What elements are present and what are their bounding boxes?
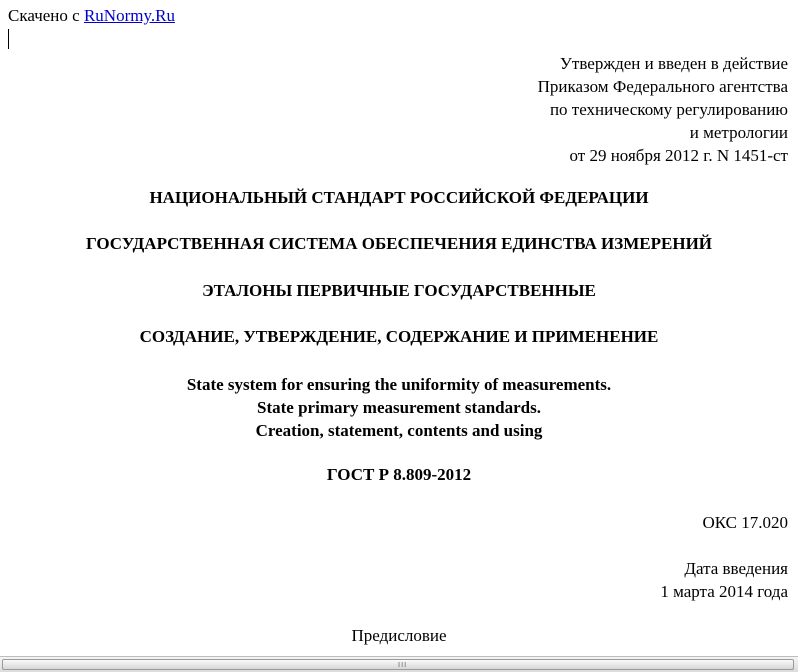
foreword-heading: Предисловие (351, 626, 447, 645)
horizontal-scrollbar[interactable] (0, 656, 798, 672)
approval-line: Приказом Федерального агентства (537, 77, 788, 96)
system-heading: ГОСУДАРСТВЕННАЯ СИСТЕМА ОБЕСПЕЧЕНИЯ ЕДИНСТВА ИЗМЕРЕНИЙ (85, 234, 713, 253)
english-title (0, 373, 798, 442)
subject-heading: СОЗДАНИЕ, УТВЕРЖДЕНИЕ, СОДЕРЖАНИЕ И ПРИМЕНЕНИЕ (139, 327, 659, 346)
introduction-label: Дата введения (684, 559, 788, 578)
introduction-date: 1 марта 2014 года (660, 582, 788, 601)
national-standard-heading: НАЦИОНАЛЬНЫЙ СТАНДАРТ РОССИЙСКОЙ ФЕДЕРАЦИИ (149, 188, 649, 207)
scrollbar-thumb[interactable] (2, 659, 794, 670)
text-cursor (8, 29, 9, 49)
gost-designation: ГОСТ Р 8.809-2012 (326, 465, 472, 484)
english-title-line: State system for ensuring the uniformity of measurements. (186, 375, 612, 394)
source-prefix: Скачено с (8, 6, 84, 25)
approval-line: Утвержден и введен в действие (559, 54, 788, 73)
oks-code: ОКС 17.020 (702, 513, 788, 532)
approval-line: и метрологии (689, 123, 788, 142)
approval-line: от 29 ноября 2012 г. N 1451-ст (569, 146, 788, 165)
approval-line: по техническому регулированию (549, 100, 788, 119)
approval-block (538, 52, 788, 167)
grip-icon: III (398, 661, 408, 669)
runormy-link[interactable]: RuNormy.Ru (83, 6, 175, 25)
english-title-line: Creation, statement, contents and using (255, 421, 543, 440)
english-title-line: State primary measurement standards. (257, 398, 541, 417)
source-line (8, 6, 175, 26)
standards-heading: ЭТАЛОНЫ ПЕРВИЧНЫЕ ГОСУДАРСТВЕННЫЕ (202, 281, 596, 300)
introduction-block (660, 557, 788, 603)
